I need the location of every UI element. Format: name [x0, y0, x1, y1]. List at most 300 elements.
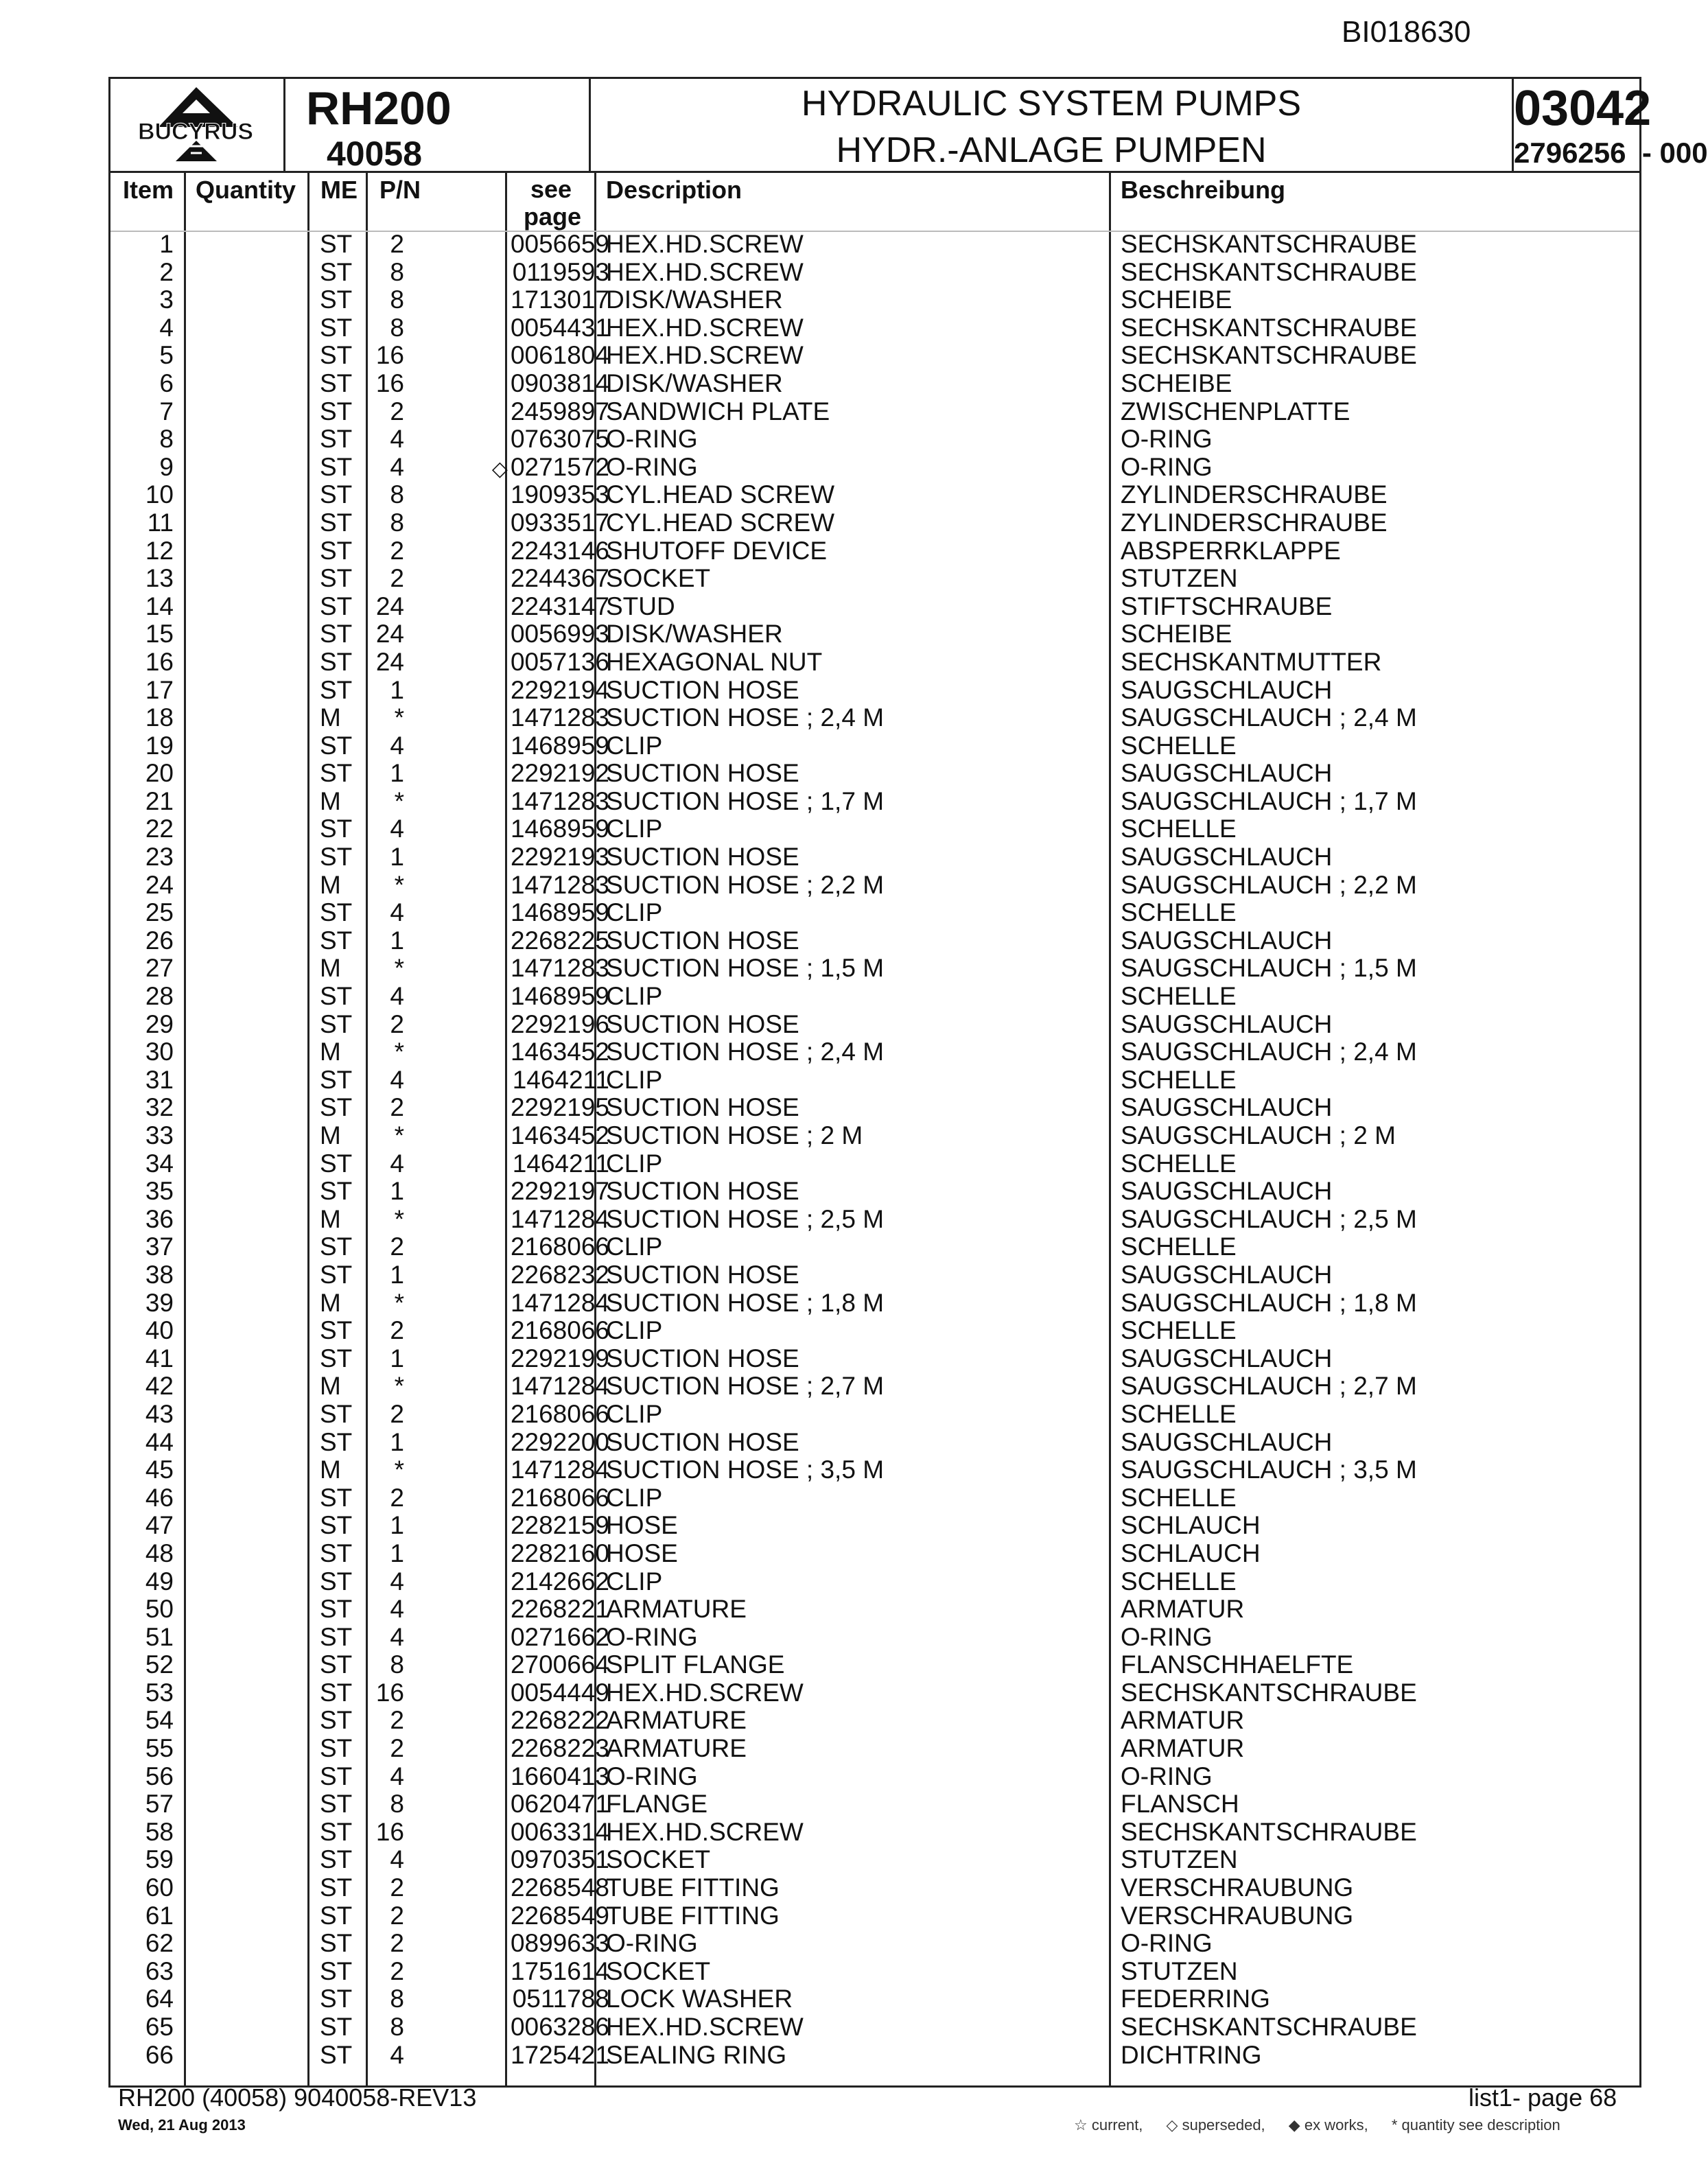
beschreibung: SAUGSCHLAUCH ; 1,5 M [1121, 954, 1417, 983]
table-row [110, 481, 1639, 509]
item-number: 39 [145, 1288, 174, 1317]
quantity: 4 [390, 982, 404, 1011]
item-number: 9 [159, 452, 174, 481]
description: TUBE FITTING [606, 1901, 780, 1930]
part-number: 1471284 [510, 1204, 609, 1233]
part-number: 0054449 [510, 1678, 609, 1707]
table-row [110, 1985, 1639, 2013]
item-number: 56 [145, 1762, 174, 1790]
item-number: 54 [145, 1706, 174, 1735]
unit: ST [320, 285, 353, 314]
part-number: 2292199 [510, 1344, 609, 1372]
beschreibung: SCHEIBE [1121, 369, 1232, 397]
unit: ST [320, 1093, 353, 1122]
unit: ST [320, 425, 353, 454]
unit: ST [320, 1009, 353, 1038]
description: HOSE [606, 1511, 678, 1540]
table-row [110, 1261, 1639, 1289]
item-number: 61 [145, 1901, 174, 1930]
unit: ST [320, 341, 353, 370]
unit: ST [320, 1595, 353, 1624]
item-number: 57 [145, 1790, 174, 1819]
item-number: 11 [147, 508, 174, 537]
quantity: * [394, 1288, 404, 1317]
description: SUCTION HOSE ; 2,5 M [606, 1204, 885, 1233]
unit: M [320, 1038, 341, 1066]
quantity: * [394, 1038, 404, 1066]
model-name: RH200 [306, 82, 452, 135]
document-id: BI018630 [1342, 15, 1471, 49]
beschreibung: VERSCHRAUBUNG [1121, 1873, 1354, 1902]
table-row [110, 955, 1639, 983]
quantity: 16 [375, 1678, 404, 1707]
description: HEXAGONAL NUT [606, 647, 823, 676]
description: SUCTION HOSE [606, 843, 799, 872]
table-row [110, 1679, 1639, 1707]
item-number: 26 [145, 926, 174, 955]
description: SUCTION HOSE ; 2,7 M [606, 1372, 885, 1401]
unit: ST [320, 1817, 353, 1846]
col-me: ME [320, 176, 358, 204]
description: SUCTION HOSE [606, 1344, 799, 1372]
part-number: 0056659 [510, 230, 609, 258]
beschreibung: SECHSKANTSCHRAUBE [1121, 1678, 1417, 1707]
beschreibung: SAUGSCHLAUCH ; 3,5 M [1121, 1456, 1417, 1484]
description: FLANGE [606, 1790, 708, 1819]
part-number: 2268225 [510, 926, 609, 955]
beschreibung: ZWISCHENPLATTE [1121, 397, 1350, 425]
description: SUCTION HOSE ; 1,8 M [606, 1288, 885, 1317]
unit: ST [320, 1316, 353, 1345]
part-number: 2268548 [510, 1873, 609, 1902]
table-row [110, 1763, 1639, 1791]
beschreibung: SCHELLE [1121, 1149, 1237, 1178]
beschreibung: SAUGSCHLAUCH ; 1,8 M [1121, 1288, 1417, 1317]
item-number: 13 [145, 564, 174, 593]
part-number: 0511788 [512, 1985, 609, 2013]
item-number: 63 [145, 1956, 174, 1985]
part-number: 0054431 [510, 313, 609, 342]
part-number: 1713017 [510, 285, 609, 314]
table-row [110, 843, 1639, 872]
beschreibung: SAUGSCHLAUCH [1121, 1260, 1333, 1289]
quantity: 2 [390, 564, 404, 593]
unit: ST [320, 926, 353, 955]
table-row [110, 537, 1639, 565]
beschreibung: SCHELLE [1121, 1567, 1237, 1596]
item-number: 20 [145, 759, 174, 788]
description: CLIP [606, 1149, 663, 1178]
unit: ST [320, 508, 353, 537]
item-number: 58 [145, 1817, 174, 1846]
quantity: 2 [390, 1734, 404, 1763]
beschreibung: SECHSKANTSCHRAUBE [1121, 257, 1417, 286]
part-number: 1468959 [510, 815, 609, 843]
part-number: 0970351 [510, 1845, 609, 1874]
description: SOCKET [606, 564, 711, 593]
quantity: * [394, 1456, 404, 1484]
quantity: 4 [390, 1595, 404, 1624]
part-number: 2268221 [510, 1595, 609, 1624]
description: SUCTION HOSE [606, 1093, 799, 1122]
unit: ST [320, 536, 353, 565]
quantity: 8 [390, 313, 404, 342]
unit: ST [320, 313, 353, 342]
quantity: 4 [390, 452, 404, 481]
description: CLIP [606, 1316, 663, 1345]
quantity: 2 [390, 1009, 404, 1038]
table-row [110, 1317, 1639, 1345]
quantity: * [394, 954, 404, 983]
description: SUCTION HOSE [606, 759, 799, 788]
part-number: 2244367 [510, 564, 609, 593]
description: O-RING [606, 1622, 698, 1651]
footer-doc-ref: RH200 (40058) 9040058-REV13 [118, 2083, 477, 2112]
item-number: 40 [145, 1316, 174, 1345]
beschreibung: SCHELLE [1121, 982, 1237, 1011]
header [108, 77, 1708, 173]
part-number: 1463452 [510, 1038, 609, 1066]
item-number: 21 [145, 786, 174, 815]
part-number: 0620471 [510, 1790, 609, 1819]
bucyrus-logo [110, 79, 281, 171]
description: CLIP [606, 1567, 663, 1596]
unit: ST [320, 675, 353, 704]
beschreibung: STUTZEN [1121, 1956, 1238, 1985]
quantity: 1 [390, 675, 404, 704]
unit: ST [320, 452, 353, 481]
beschreibung: FLANSCHHAELFTE [1121, 1650, 1354, 1679]
footer-legend [1074, 2116, 1580, 2134]
quantity: * [394, 870, 404, 899]
beschreibung: SCHEIBE [1121, 285, 1232, 314]
unit: ST [320, 843, 353, 872]
unit: ST [320, 1734, 353, 1763]
table-row [110, 1150, 1639, 1178]
column-header-row [110, 173, 1639, 232]
quantity: 2 [390, 1901, 404, 1930]
quantity: 4 [390, 1845, 404, 1874]
description: HOSE [606, 1539, 678, 1567]
quantity: 1 [390, 1539, 404, 1567]
beschreibung: SAUGSCHLAUCH ; 2,2 M [1121, 870, 1417, 899]
quantity: 8 [390, 480, 404, 509]
beschreibung: SAUGSCHLAUCH ; 2,7 M [1121, 1372, 1417, 1401]
description: SPLIT FLANGE [606, 1650, 785, 1679]
item-number: 22 [145, 815, 174, 843]
logo-text: BUCYRUS [137, 119, 254, 145]
superseded-icon: ◇ [491, 457, 508, 480]
unit: ST [320, 1901, 353, 1930]
item-number: 17 [145, 675, 174, 704]
quantity: 2 [390, 536, 404, 565]
beschreibung: STUTZEN [1121, 1845, 1238, 1874]
description: CLIP [606, 982, 663, 1011]
table-row [110, 1735, 1639, 1763]
unit: ST [320, 1427, 353, 1456]
description: CLIP [606, 1232, 663, 1261]
table-row [110, 1568, 1639, 1596]
table-row [110, 1178, 1639, 1206]
part-number: 0056993 [510, 620, 609, 648]
table-row [110, 872, 1639, 900]
beschreibung: DICHTRING [1121, 2040, 1262, 2069]
table-row [110, 815, 1639, 843]
part-number: 0063286 [510, 2013, 609, 2041]
quantity: 1 [390, 759, 404, 788]
quantity: 2 [390, 1483, 404, 1512]
quantity: 2 [390, 1316, 404, 1345]
beschreibung: SAUGSCHLAUCH [1121, 1344, 1333, 1372]
part-number: 1909353 [510, 480, 609, 509]
part-number: 1468959 [510, 982, 609, 1011]
unit: ST [320, 397, 353, 425]
item-number: 31 [145, 1065, 174, 1094]
title-english: HYDRAULIC SYSTEM PUMPS [801, 84, 1302, 124]
item-number: 53 [145, 1678, 174, 1707]
description: SUCTION HOSE [606, 926, 799, 955]
table-row [110, 1233, 1639, 1261]
part-number: 1660413 [510, 1762, 609, 1790]
quantity: 2 [390, 1093, 404, 1122]
beschreibung: O-RING [1121, 425, 1213, 454]
beschreibung: SCHLAUCH [1121, 1539, 1261, 1567]
item-number: 35 [145, 1177, 174, 1206]
item-number: 33 [145, 1121, 174, 1149]
part-number: 0061804 [510, 341, 609, 370]
item-number: 6 [159, 369, 174, 397]
quantity: 2 [390, 1929, 404, 1958]
quantity: 2 [390, 1956, 404, 1985]
beschreibung: VERSCHRAUBUNG [1121, 1901, 1354, 1930]
unit: M [320, 703, 341, 732]
part-number: 0063314 [510, 1817, 609, 1846]
beschreibung: SCHELLE [1121, 1399, 1237, 1428]
item-number: 8 [159, 425, 174, 454]
part-number: 1471283 [510, 954, 609, 983]
quantity: * [394, 786, 404, 815]
beschreibung: O-RING [1121, 452, 1213, 481]
description: ARMATURE [606, 1595, 747, 1624]
part-number: 2292197 [510, 1177, 609, 1206]
part-number: 0899633 [510, 1929, 609, 1958]
part-number: 2168066 [510, 1483, 609, 1512]
table-row [110, 1512, 1639, 1540]
table-row [110, 342, 1639, 370]
item-number: 65 [145, 2013, 174, 2041]
quantity: 8 [390, 2013, 404, 2041]
description: O-RING [606, 1762, 698, 1790]
item-number: 27 [145, 954, 174, 983]
part-number: 1471284 [510, 1288, 609, 1317]
quantity: 16 [375, 1817, 404, 1846]
quantity: 4 [390, 1149, 404, 1178]
part-number: 0903814 [510, 369, 609, 397]
quantity: 4 [390, 815, 404, 843]
item-number: 14 [145, 592, 174, 620]
table-row [110, 704, 1639, 732]
item-number: 4 [159, 313, 174, 342]
unit: M [320, 1372, 341, 1401]
item-number: 29 [145, 1009, 174, 1038]
title-german: HYDR.-ANLAGE PUMPEN [836, 130, 1267, 170]
part-number: 1463452 [510, 1121, 609, 1149]
table-row [110, 1345, 1639, 1373]
item-number: 37 [145, 1232, 174, 1261]
unit: ST [320, 982, 353, 1011]
unit: M [320, 1204, 341, 1233]
beschreibung: SAUGSCHLAUCH ; 2,5 M [1121, 1204, 1417, 1233]
part-number: 2243146 [510, 536, 609, 565]
item-number: 34 [145, 1149, 174, 1178]
unit: ST [320, 1232, 353, 1261]
description: STUD [606, 592, 675, 620]
description: HEX.HD.SCREW [606, 1678, 804, 1707]
table-row [110, 899, 1639, 927]
unit: ST [320, 1065, 353, 1094]
beschreibung: O-RING [1121, 1622, 1213, 1651]
table-row [110, 509, 1639, 537]
item-number: 46 [145, 1483, 174, 1512]
table-row [110, 593, 1639, 621]
quantity: 8 [390, 1790, 404, 1819]
item-number: 19 [145, 731, 174, 760]
table-row [110, 1902, 1639, 1930]
beschreibung: SECHSKANTMUTTER [1121, 647, 1382, 676]
description: SUCTION HOSE ; 1,7 M [606, 786, 885, 815]
part-number: 2292194 [510, 675, 609, 704]
table-row [110, 1456, 1639, 1484]
table-row [110, 398, 1639, 426]
quantity: 4 [390, 1065, 404, 1094]
description: SUCTION HOSE [606, 1009, 799, 1038]
unit: ST [320, 647, 353, 676]
beschreibung: ZYLINDERSCHRAUBE [1121, 480, 1388, 509]
beschreibung: SAUGSCHLAUCH [1121, 675, 1333, 704]
quantity: 4 [390, 731, 404, 760]
item-number: 3 [159, 285, 174, 314]
table-row [110, 1819, 1639, 1847]
item-number: 44 [145, 1427, 174, 1456]
beschreibung: SECHSKANTSCHRAUBE [1121, 230, 1417, 258]
item-number: 50 [145, 1595, 174, 1624]
unit: ST [320, 1539, 353, 1567]
part-number: 1468959 [510, 731, 609, 760]
item-number: 5 [159, 341, 174, 370]
unit: M [320, 1121, 341, 1149]
table-row [110, 286, 1639, 314]
quantity: 1 [390, 843, 404, 872]
item-number: 38 [145, 1260, 174, 1289]
beschreibung: SCHELLE [1121, 898, 1237, 927]
table-row [110, 648, 1639, 677]
unit: ST [320, 1678, 353, 1707]
table-row [110, 1094, 1639, 1122]
part-number [382, 454, 609, 484]
table-row [110, 732, 1639, 760]
beschreibung: STIFTSCHRAUBE [1121, 592, 1333, 620]
description: CLIP [606, 815, 663, 843]
part-number: 2268222 [510, 1706, 609, 1735]
part-number: 2292195 [510, 1093, 609, 1122]
part-number: 2292193 [510, 843, 609, 872]
unit: ST [320, 230, 353, 258]
unit: ST [320, 1985, 353, 2013]
part-number-text: 0271572 [510, 452, 609, 481]
description: LOCK WASHER [606, 1985, 793, 2013]
table-row [110, 1206, 1639, 1234]
part-number: 2292200 [510, 1427, 609, 1456]
beschreibung: SCHELLE [1121, 1483, 1237, 1512]
part-number: 2168066 [510, 1232, 609, 1261]
beschreibung: SCHELLE [1121, 1316, 1237, 1345]
description: DISK/WASHER [606, 620, 783, 648]
description: ARMATURE [606, 1734, 747, 1763]
table-row [110, 1930, 1639, 1958]
beschreibung: SAUGSCHLAUCH ; 1,7 M [1121, 786, 1417, 815]
table-row [110, 1289, 1639, 1318]
unit: ST [320, 564, 353, 593]
table-row [110, 1429, 1639, 1457]
beschreibung: SAUGSCHLAUCH ; 2,4 M [1121, 703, 1417, 732]
quantity: 1 [390, 1511, 404, 1540]
description: HEX.HD.SCREW [606, 1817, 804, 1846]
description: SUCTION HOSE ; 2,4 M [606, 1038, 885, 1066]
quantity: 4 [390, 425, 404, 454]
unit: ST [320, 2013, 353, 2041]
part-number: 2292192 [510, 759, 609, 788]
quantity: 1 [390, 1177, 404, 1206]
beschreibung: SCHLAUCH [1121, 1511, 1261, 1540]
description: HEX.HD.SCREW [606, 341, 804, 370]
model-cell [285, 79, 591, 171]
table-row [110, 1596, 1639, 1624]
unit: ST [320, 1567, 353, 1596]
unit: ST [320, 759, 353, 788]
assembly-part-number: 2796256 - 000 [1514, 137, 1708, 169]
table-row [110, 425, 1639, 454]
quantity: * [394, 1121, 404, 1149]
item-number: 36 [145, 1204, 174, 1233]
table-row [110, 1372, 1639, 1401]
table-row [110, 1874, 1639, 1902]
unit: ST [320, 1177, 353, 1206]
beschreibung: SAUGSCHLAUCH [1121, 1427, 1333, 1456]
quantity: * [394, 1204, 404, 1233]
part-number: 1468959 [510, 898, 609, 927]
quantity: 2 [390, 1873, 404, 1902]
unit: M [320, 1456, 341, 1484]
quantity: 8 [390, 257, 404, 286]
col-quantity: Quantity [196, 176, 296, 204]
description: SUCTION HOSE [606, 1427, 799, 1456]
part-number: 1471283 [510, 703, 609, 732]
beschreibung: SAUGSCHLAUCH [1121, 926, 1333, 955]
item-number: 62 [145, 1929, 174, 1958]
table-row [110, 370, 1639, 398]
table-row [110, 1790, 1639, 1819]
table-row [110, 1651, 1639, 1679]
table-row [110, 2013, 1639, 2042]
col-pn: P/N [379, 176, 421, 204]
col-item: Item [123, 176, 174, 204]
description: SUCTION HOSE [606, 1260, 799, 1289]
description: DISK/WASHER [606, 369, 783, 397]
item-number: 25 [145, 898, 174, 927]
table-row [110, 2042, 1639, 2070]
item-number: 2 [159, 257, 174, 286]
beschreibung: ZYLINDERSCHRAUBE [1121, 508, 1388, 537]
